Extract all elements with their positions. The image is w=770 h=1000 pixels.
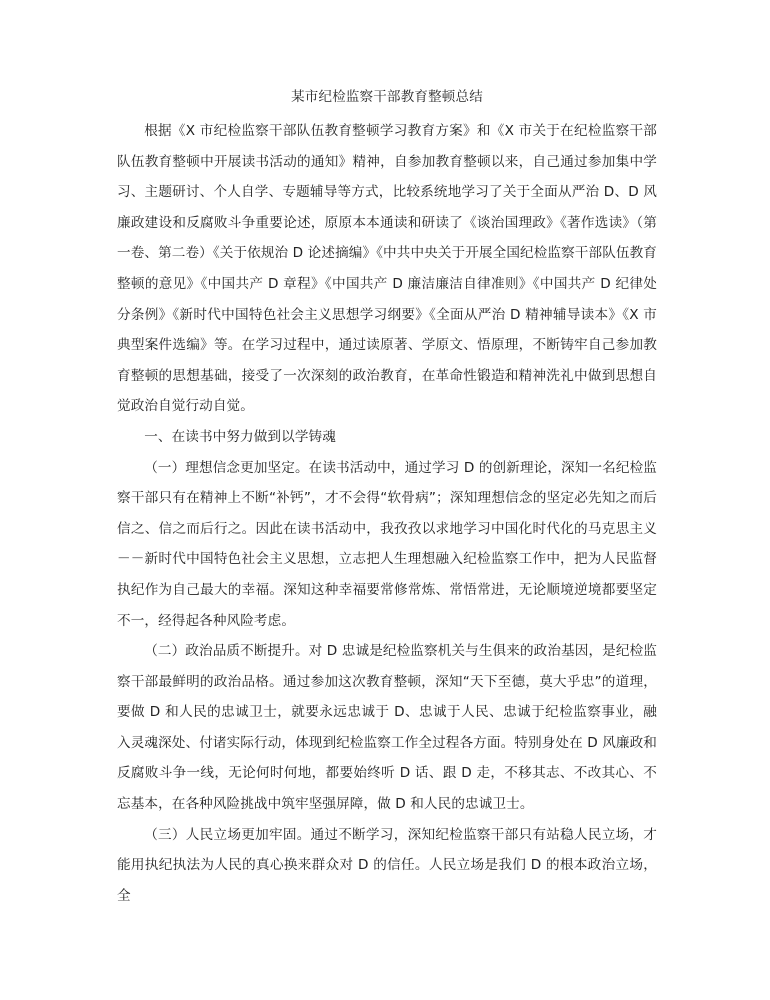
document-page: [117, 86, 657, 911]
paragraph-intro: 根据《X 市纪检监察干部队伍教育整顿学习教育方案》和《X 市关于在纪检监察干部队伍教育整顿中开展读书活动的通知》精神，自参加教育整顿以来，自己通过参加集中学习、主题研讨、个人自学、专题辅导等方式，比较系统地学习了关于全面从严治 D、D 风廉政建设和反腐败斗争重要论述，原原本本通读和研读了《谈治国理政》《著作选读》（第一卷、第二卷）《关于依规治 D 论述摘编》《中共中央关于开展全国纪检监察干部队伍教育整顿的意见》《中国共产 D 章程》《中国共产 D 廉洁廉洁自律准则》《中国共产 D 纪律处分条例》《新时代中国特色社会主义思想学习纲要》《全面从严治 D 精神辅导读本》《X 市典型案件选编》等。在学习过程中，通过读原著、学原文、悟原理，不断铸牢自己参加教育整顿的思想基础，接受了一次深刻的政治教育，在革命性锻造和精神洗礼中做到思想自觉政治自觉行动自觉。: [117, 123, 657, 415]
paragraph-people-stance: （三）人民立场更加牢固。通过不断学习，深知纪检监察干部只有站稳人民立场，才能用执纪执法为人民的真心换来群众对 D 的信任。人民立场是我们 D 的根本政治立场，全: [117, 826, 657, 904]
paragraph-political-quality: （二）政治品质不断提升。对 D 忠诚是纪检监察机关与生俱来的政治基因，是纪检监察干部最鲜明的政治品格。通过参加这次教育整顿，深知“天下至德，莫大乎忠”的道理，要做 D 和人民的忠诚卫士，就要永远忠诚于 D、忠诚于人民、忠诚于纪检监察事业，融入灵魂深处、付诸实际行动，体现到纪检监察工作全过程各方面。特别身处在 D 风廉政和反腐败斗争一线，无论何时何地，都要始终听 D 话、跟 D 走，不移其志、不改其心、不忘基本，在各种风险挑战中筑牢坚强屏障，做 D 和人民的忠诚卫士。: [117, 643, 657, 813]
document-title: 某市纪检监察干部教育整顿总结: [291, 89, 483, 105]
paragraph-ideals: （一）理想信念更加坚定。在读书活动中，通过学习 D 的创新理论，深知一名纪检监察干部只有在精神上不断“补钙”，才不会得“软骨病”；深知理想信念的坚定必先知之而后信之、信之而后行之。因此在读书活动中，我孜孜以求地学习中国化时代化的马克思主义－－新时代中国特色社会主义思想，立志把人生理想融入纪检监察工作中，把为人民监督执纪作为自己最大的幸福。深知这种幸福要常修常炼、常悟常进，无论顺境逆境都要坚定不一，经得起各种风险考虑。: [117, 459, 657, 629]
section-heading-1: 一、在读书中努力做到以学铸魂: [144, 428, 336, 445]
